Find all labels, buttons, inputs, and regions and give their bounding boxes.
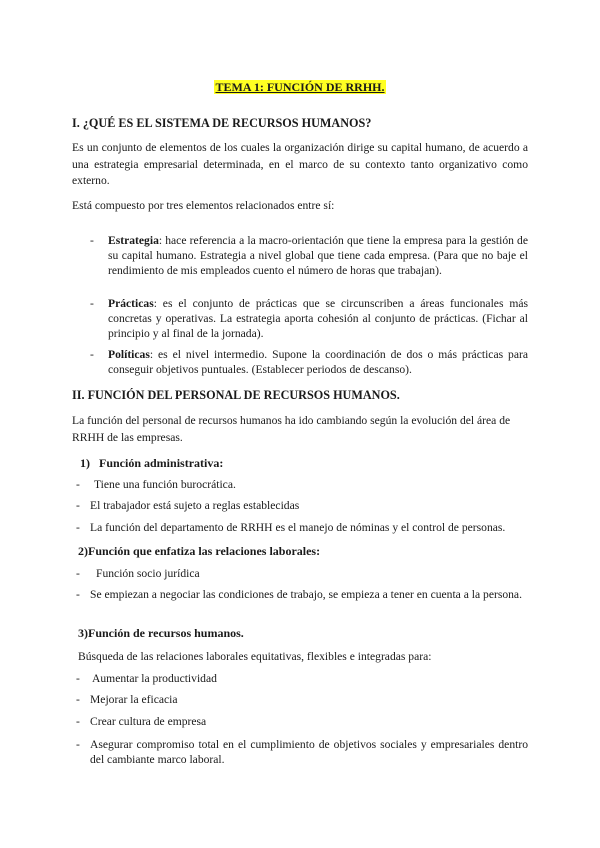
list-item-text: Función socio jurídica <box>96 567 200 580</box>
function-label: Función que enfatiza las relaciones laborales: <box>88 544 321 558</box>
function-number: 1) <box>80 456 90 470</box>
bullet-term: Prácticas <box>108 297 154 310</box>
dash-marker: - <box>76 521 80 534</box>
dash-marker: - <box>76 588 80 601</box>
dash-marker: - <box>90 348 94 361</box>
list-item-text: Se empiezan a negociar las condiciones de trabajo, se empieza a tener en cuenta a la persona. <box>90 588 522 601</box>
dash-marker: - <box>90 297 94 310</box>
list-item-text: El trabajador está sujeto a reglas establecidas <box>90 499 300 512</box>
bullet-description: : es el conjunto de prácticas que se circunscriben a áreas funcionales más concretas y operativas. La estrategia aporta cohesión al conjunto de prácticas. (Fichar al principio y al final de la jornada). <box>108 297 528 340</box>
function-number: 3) <box>78 626 88 640</box>
dash-marker: - <box>76 567 80 580</box>
function-2-heading <box>78 544 320 559</box>
bullet-text <box>108 296 528 341</box>
function-number: 2) <box>78 544 88 558</box>
function-label: Función de recursos humanos. <box>88 626 244 640</box>
list-item-text: Crear cultura de empresa <box>90 715 207 728</box>
section-1-paragraph-1: Es un conjunto de elementos de los cuales la organización dirige su capital humano, de acuerdo a una estrategia empresarial determinada, en el marco de su contexto tanto organizativo como externo. <box>72 141 528 187</box>
list-item-text: Asegurar compromiso total en el cumplimiento de objetivos sociales y empresariales dentro del cambiante marco laboral. <box>90 738 528 766</box>
function-1-heading <box>80 456 223 471</box>
bullet-text <box>108 347 528 377</box>
title-container <box>0 80 600 95</box>
section-1-heading: I. ¿QUÉ ES EL SISTEMA DE RECURSOS HUMANOS? <box>72 116 372 130</box>
section-1-paragraph-2: Está compuesto por tres elementos relacionados entre sí: <box>72 199 335 212</box>
function-3-heading <box>78 626 244 641</box>
list-item-text: Tiene una función burocrática. <box>94 478 236 491</box>
dash-marker: - <box>76 672 80 685</box>
bullet-term: Políticas <box>108 348 150 361</box>
section-2-intro: La función del personal de recursos humanos ha ido cambiando según la evolución del área de RRHH de las empresas. <box>72 414 511 444</box>
function-label: Función administrativa: <box>99 456 224 470</box>
dash-marker: - <box>76 693 80 706</box>
bullet-term: Estrategia <box>108 234 159 247</box>
bullet-text <box>108 233 528 278</box>
bullet-description: : es el nivel intermedio. Supone la coordinación de dos o más prácticas para conseguir objetivos puntuales. (Establecer periodos de descanso). <box>108 348 528 376</box>
section-2-heading: II. FUNCIÓN DEL PERSONAL DE RECURSOS HUMANOS. <box>72 388 400 402</box>
function-3-intro: Búsqueda de las relaciones laborales equitativas, flexibles e integradas para: <box>78 650 432 663</box>
list-item-text: Mejorar la eficacia <box>90 693 178 706</box>
list-item-text: La función del departamento de RRHH es el manejo de nóminas y el control de personas. <box>90 521 506 534</box>
dash-marker: - <box>90 234 94 247</box>
bullet-description: : hace referencia a la macro-orientación que tiene la empresa para la gestión de su capital humano. Estrategia a nivel global que tiene cada empresa. (Para que no baje el rendimiento de mis empleados cuento el número de horas que trabajan). <box>108 234 528 277</box>
dash-marker: - <box>76 715 80 728</box>
document-title: TEMA 1: FUNCIÓN DE RRHH. <box>215 80 385 94</box>
dash-marker: - <box>76 499 80 512</box>
dash-marker: - <box>76 478 80 491</box>
dash-marker: - <box>76 738 80 751</box>
list-item-text: Aumentar la productividad <box>92 672 217 685</box>
